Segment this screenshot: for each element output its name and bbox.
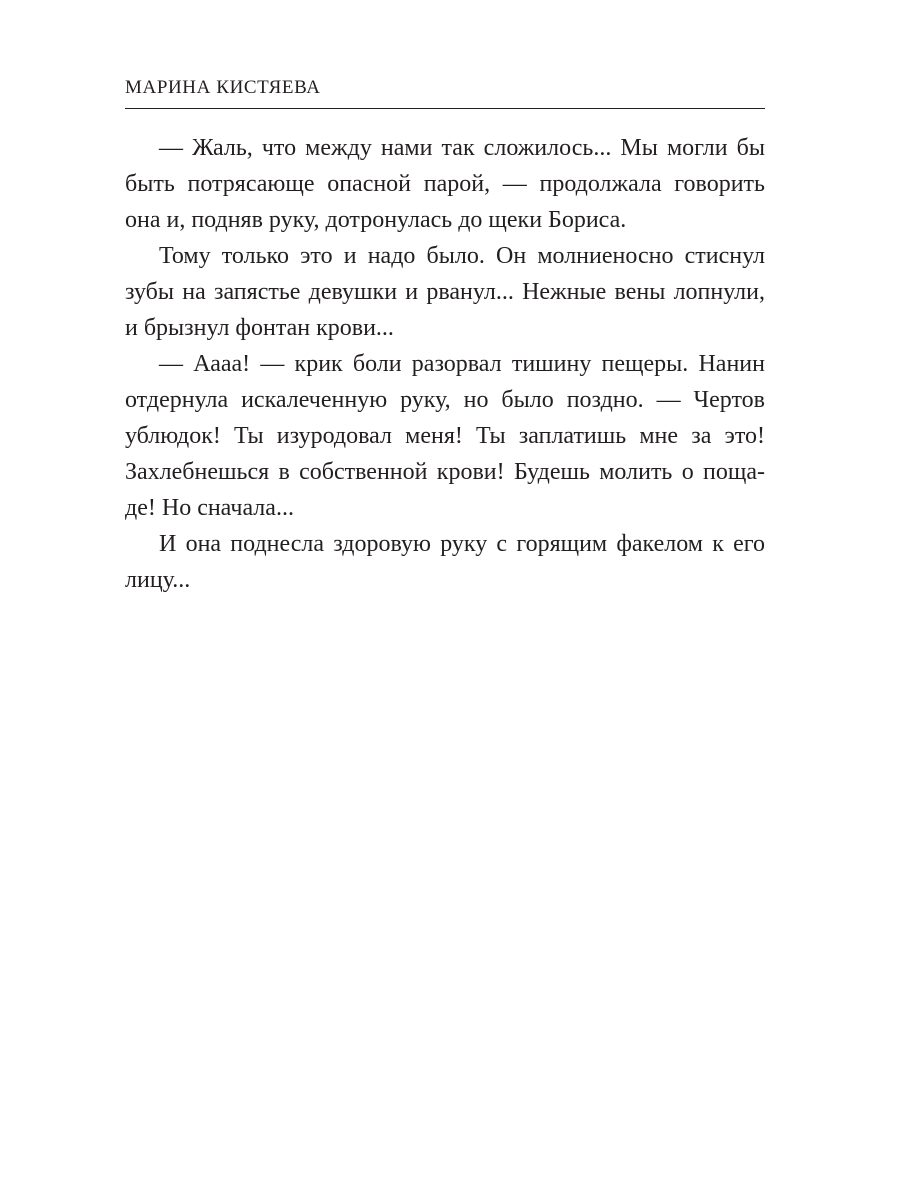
body-text: [125, 130, 765, 598]
running-head-author: МАРИНА КИСТЯЕВА: [125, 77, 321, 98]
text-line: зубы на запястье девушки и рванул... Нежные вены лопнули,: [125, 279, 765, 305]
text-line: отдернула искалеченную руку, но было поздно. — Чертов: [125, 387, 765, 413]
text-line: она и, подняв руку, дотронулась до щеки Бориса.: [125, 207, 627, 233]
text-line: быть потрясающе опасной парой, — продолжала говорить: [125, 171, 765, 197]
text-line: Захлебнешься в собственной крови! Будешь молить о поща-: [125, 459, 765, 485]
text-line: и брызнул фонтан крови...: [125, 315, 394, 341]
text-line: И она поднесла здоровую руку с горящим факелом к его: [159, 531, 765, 557]
text-line: Тому только это и надо было. Он молниеносно стиснул: [159, 243, 765, 269]
text-line: де! Но сначала...: [125, 495, 294, 521]
text-line: лицу...: [125, 567, 191, 593]
text-line: — Аааа! — крик боли разорвал тишину пещеры. Нанин: [159, 351, 765, 377]
header-rule: [125, 108, 765, 109]
text-line: ублюдок! Ты изуродовал меня! Ты заплатишь мне за это!: [125, 423, 765, 449]
text-line: — Жаль, что между нами так сложилось... Мы могли бы: [159, 135, 765, 161]
